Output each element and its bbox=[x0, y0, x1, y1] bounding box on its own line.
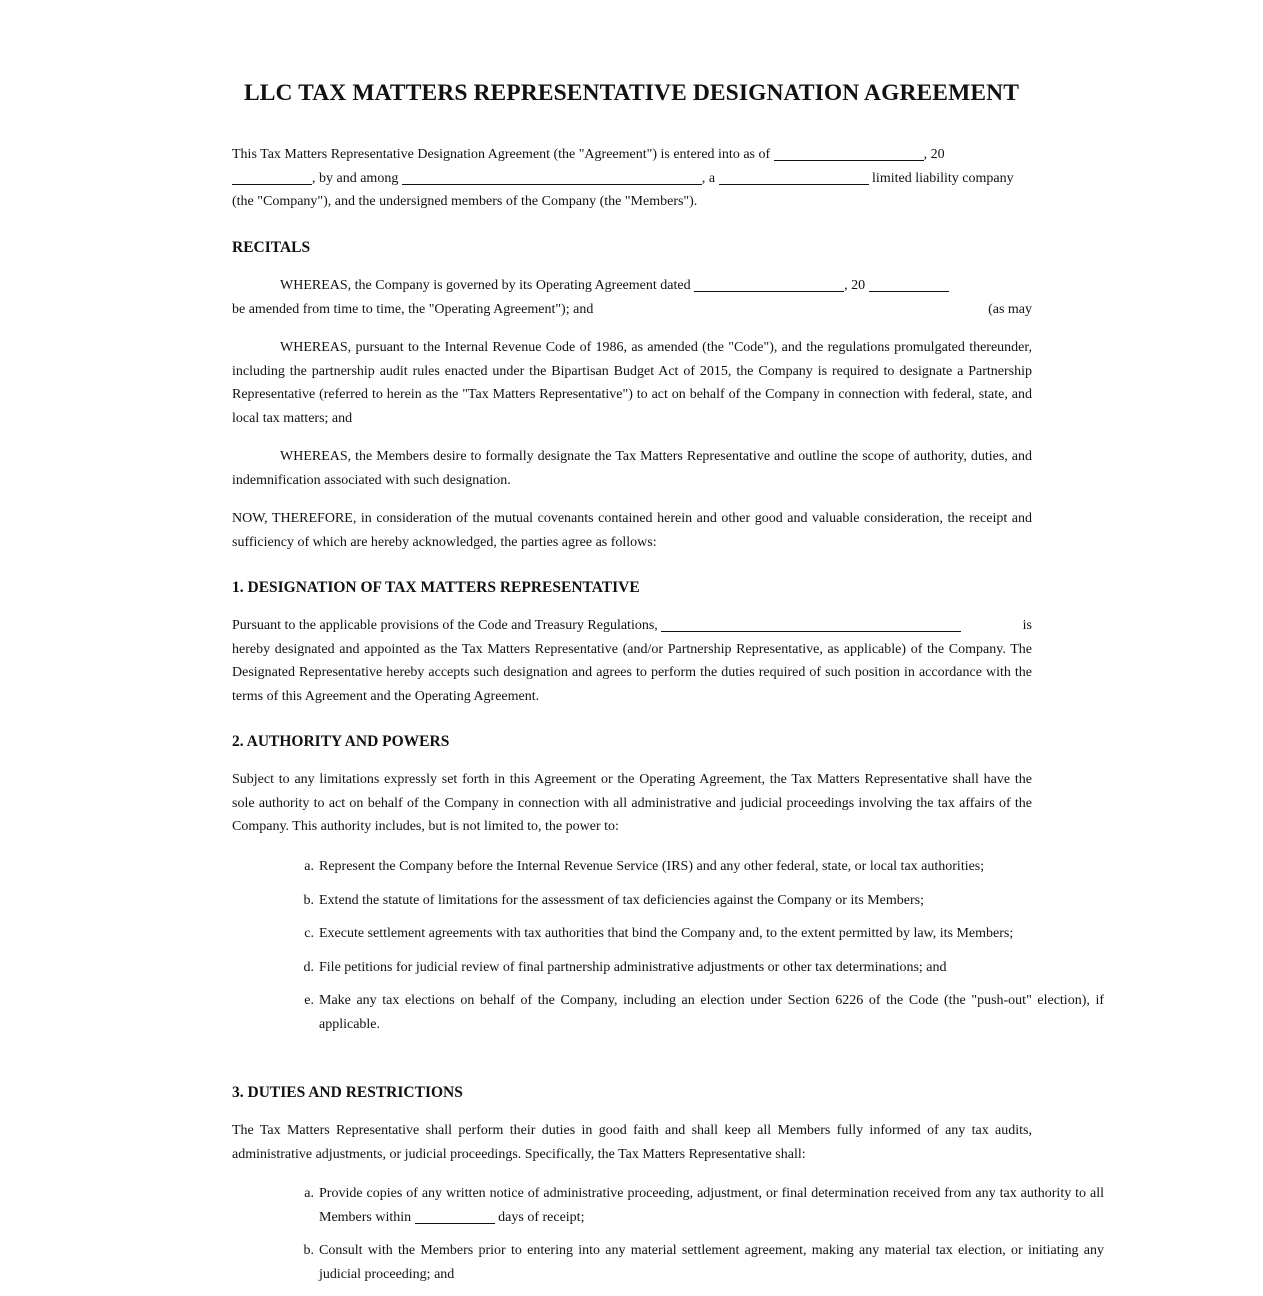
section-3-heading: 3. DUTIES AND RESTRICTIONS bbox=[232, 1084, 463, 1101]
whereas-3: WHEREAS, the Members desire to formally designate the Tax Matters Representative and outline the scope of authority, duties, and indemnification associated with such designation. bbox=[232, 449, 1032, 488]
intro-text-2: , 20 bbox=[923, 147, 945, 162]
whereas-1-text-d: be amended from time to time, the "Operating Agreement"); and bbox=[232, 301, 594, 317]
list-item: a. Provide copies of any written notice of administrative proceeding, adjustment, or final determination received from any tax authority to all Members within days of receipt; bbox=[304, 1186, 1104, 1225]
list-item: e. Make any tax elections on behalf of the Company, including an election under Section 6226 of the Code (the "push-out" election), if applicable. bbox=[304, 993, 1104, 1032]
section-1-body bbox=[232, 614, 1032, 708]
now-therefore: NOW, THEREFORE, in consideration of the mutual covenants contained herein and other good and valuable consideration, the receipt and sufficiency of which are hereby acknowledged, the parties agree as follows: bbox=[232, 511, 1032, 550]
section-1-text-b: is bbox=[1022, 618, 1032, 633]
intro-text-3: , by and among bbox=[312, 170, 399, 186]
duties-list bbox=[232, 1182, 1104, 1286]
section-2-body: Subject to any limitations expressly set forth in this Agreement or the Operating Agreement, the Tax Matters Representative shall have the sole authority to act on behalf of the Company in connection with all administrative and judicial proceedings involving the tax affairs of the Company. This authority includes, but is not limited to, the power to: bbox=[232, 772, 1032, 834]
operating-agreement-date-blank[interactable] bbox=[694, 277, 844, 292]
list-item: d. File petitions for judicial review of final partnership administrative adjustments or other tax determinations; and bbox=[303, 959, 947, 975]
operating-agreement-year-blank[interactable] bbox=[869, 277, 949, 292]
state-blank[interactable] bbox=[719, 170, 869, 185]
whereas-1 bbox=[232, 274, 1032, 321]
section-1-text-c: hereby designated and appointed as the Tax Matters Representative (and/or Partnership Representative, as applicable) of the Company. The Designated Representative hereby accepts such designation and agrees to perform the duties required of such position in accordance with the terms of this Agreement and the Operating Agreement. bbox=[232, 641, 1032, 704]
company-name-blank[interactable] bbox=[402, 170, 702, 185]
list-item: b. Consult with the Members prior to entering into any material settlement agreement, making any material tax election, or initiating any judicial proceeding; and bbox=[303, 1243, 1104, 1282]
representative-name-blank[interactable] bbox=[661, 617, 961, 632]
intro-text-5: limited liability company bbox=[872, 170, 1014, 186]
whereas-1-text-a: WHEREAS, the Company is governed by its Operating Agreement dated bbox=[280, 278, 691, 293]
intro-text-1: This Tax Matters Representative Designation Agreement (the "Agreement") is entered into as of bbox=[232, 147, 771, 162]
authority-list bbox=[232, 855, 1104, 1036]
list-item: a. Represent the Company before the Internal Revenue Service (IRS) and any other federal, state, or local tax authorities; bbox=[304, 859, 985, 874]
list-item: b. Extend the statute of limitations for the assessment of tax deficiencies against the Company or its Members; bbox=[303, 892, 924, 908]
agreement-date-blank[interactable] bbox=[774, 146, 924, 161]
list-item: c. Execute settlement agreements with tax authorities that bind the Company and, to the extent permitted by law, its Members; bbox=[304, 926, 1014, 941]
whereas-1-text-b: , 20 bbox=[844, 278, 866, 293]
intro-paragraph bbox=[232, 143, 1032, 214]
whereas-2: WHEREAS, pursuant to the Internal Revenue Code of 1986, as amended (the "Code"), and the regulations promulgated thereunder, including the partnership audit rules enacted under the Bipartisan Budget Act of 2015, the Company is required to designate a Partnership Representative (referred to herein as the "Tax Matters Representative") to act on behalf of the Company in connection with federal, state, and local tax matters; and bbox=[232, 340, 1032, 426]
document-title: LLC TAX MATTERS REPRESENTATIVE DESIGNATION AGREEMENT bbox=[244, 80, 1019, 106]
section-2-heading: 2. AUTHORITY AND POWERS bbox=[232, 733, 450, 750]
intro-text-6: (the "Company"), and the undersigned members of the Company (the "Members"). bbox=[232, 194, 698, 209]
whereas-1-text-c: (as may bbox=[988, 301, 1032, 317]
section-1-heading: 1. DESIGNATION OF TAX MATTERS REPRESENTATIVE bbox=[232, 579, 640, 596]
section-1-text-a: Pursuant to the applicable provisions of the Code and Treasury Regulations, bbox=[232, 618, 658, 633]
recitals-heading: RECITALS bbox=[232, 239, 311, 256]
agreement-year-blank[interactable] bbox=[232, 170, 312, 185]
section-3-body: The Tax Matters Representative shall perform their duties in good faith and shall keep all Members fully informed of any tax audits, administrative adjustments, or judicial proceedings. Specifically, the Tax Matters Representative shall: bbox=[232, 1123, 1032, 1162]
intro-text-4: , a bbox=[701, 170, 716, 186]
notice-days-blank[interactable] bbox=[415, 1209, 495, 1224]
